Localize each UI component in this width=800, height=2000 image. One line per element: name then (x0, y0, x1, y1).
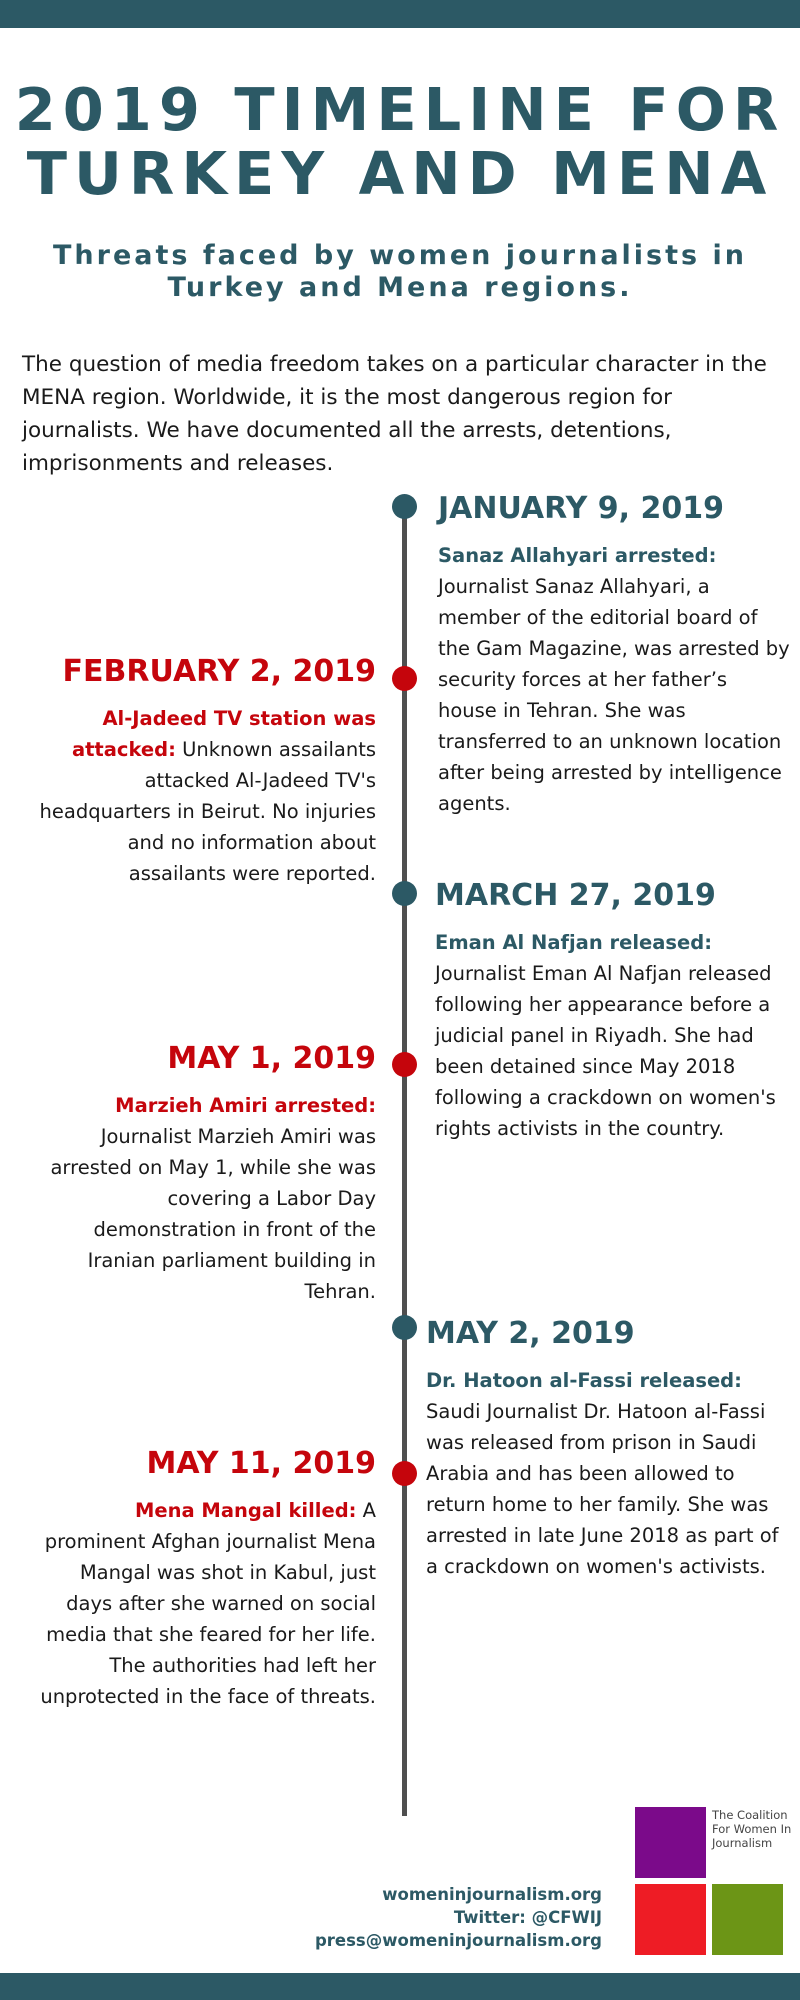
entry-date: MAY 11, 2019 (146, 1446, 376, 1481)
entry-headline: Dr. Hatoon al-Fassi released: (426, 1369, 742, 1392)
entry-body (34, 1495, 376, 1712)
timeline-marker-may-11 (392, 1461, 417, 1486)
bottom-bar (0, 1973, 800, 2000)
intro-paragraph: The question of media freedom takes on a particular character in the MENA region. Worldwide, it is the most dangerous region for journalists. We have documented all the arrests, detentions, imprisonments and releases. (22, 352, 767, 476)
page-subtitle: Threats faced by women journalists in Turkey and Mena regions. (53, 240, 747, 303)
entry-text: Journalist Marzieh Amiri was arrested on May 1, while she was covering a Labor Day demonstration in front of the Iranian parliament building in Tehran. (50, 1125, 376, 1303)
entry-body (24, 1090, 376, 1307)
entry-body (30, 703, 376, 889)
entry-text: Unknown assailants attacked Al-Jadeed TV's headquarters in Beirut. No injuries and no information about assailants were reported. (39, 738, 376, 885)
entry-body (435, 927, 787, 1144)
timeline-entry-may-2 (426, 1315, 782, 1582)
logo-square-red (635, 1884, 706, 1955)
timeline-marker-jan-9 (392, 494, 417, 519)
entry-headline: Marzieh Amiri arrested: (115, 1094, 376, 1117)
top-bar (0, 0, 800, 28)
contact-footer (315, 1883, 602, 1952)
entry-headline: Al-Jadeed TV station was attacked: (71, 707, 376, 761)
entry-headline: Mena Mangal killed: (134, 1499, 357, 1522)
logo-square-green (712, 1884, 783, 1955)
entry-text: Journalist Eman Al Nafjan released following her appearance before a judicial panel in Riyadh. She had been detained since May 2018 following a crackdown on women's rights activists in the country. (435, 962, 776, 1140)
timeline-line (402, 504, 407, 1816)
timeline-entry-may-1 (24, 1040, 376, 1307)
entry-date: MAY 1, 2019 (167, 1041, 376, 1076)
entry-text: Saudi Journalist Dr. Hatoon al-Fassi was released from prison in Saudi Arabia and has been allowed to return home to her family. She was arrested in late June 2018 as part of a crackdown on women's activists. (426, 1400, 779, 1578)
entry-headline: Eman Al Nafjan released: (435, 931, 713, 954)
logo-square-purple (635, 1807, 706, 1878)
entry-body (426, 1365, 782, 1582)
email-link[interactable]: press@womeninjournalism.org (314, 1931, 602, 1950)
entry-date: MAY 2, 2019 (426, 1316, 635, 1351)
entry-text: A prominent Afghan journalist Mena Mangal was shot in Kabul, just days after she warned on social media that she feared for her life. The authorities had left her unprotected in the face of threats. (40, 1499, 376, 1708)
entry-headline: Sanaz Allahyari arrested: (438, 544, 717, 567)
timeline-marker-mar-27 (392, 881, 417, 906)
timeline-entry-feb-2 (30, 653, 376, 889)
entry-date: JANUARY 9, 2019 (438, 491, 724, 526)
website-link[interactable]: womeninjournalism.org (382, 1885, 602, 1904)
entry-text: Journalist Sanaz Allahyari, a member of the editorial board of the Gam Magazine, was arrested by security forces at her father’s house in Tehran. She was transferred to an unknown location after being arrested by intelligence agents. (438, 575, 790, 815)
entry-date: FEBRUARY 2, 2019 (62, 654, 376, 689)
page-title: 2019 TIMELINE FOR TURKEY AND MENA (14, 75, 786, 208)
timeline-entry-mar-27 (435, 877, 787, 1144)
timeline-marker-may-1 (392, 1052, 417, 1077)
timeline-marker-may-2 (392, 1315, 417, 1340)
timeline-entry-jan-9 (438, 490, 790, 819)
logo-text: The Coalition For Women In Journalism (712, 1808, 792, 1850)
timeline-entry-may-11 (34, 1445, 376, 1712)
twitter-link[interactable]: Twitter: @CFWIJ (453, 1908, 602, 1927)
entry-body (438, 540, 790, 819)
entry-date: MARCH 27, 2019 (435, 878, 716, 913)
timeline-marker-feb-2 (392, 666, 417, 691)
